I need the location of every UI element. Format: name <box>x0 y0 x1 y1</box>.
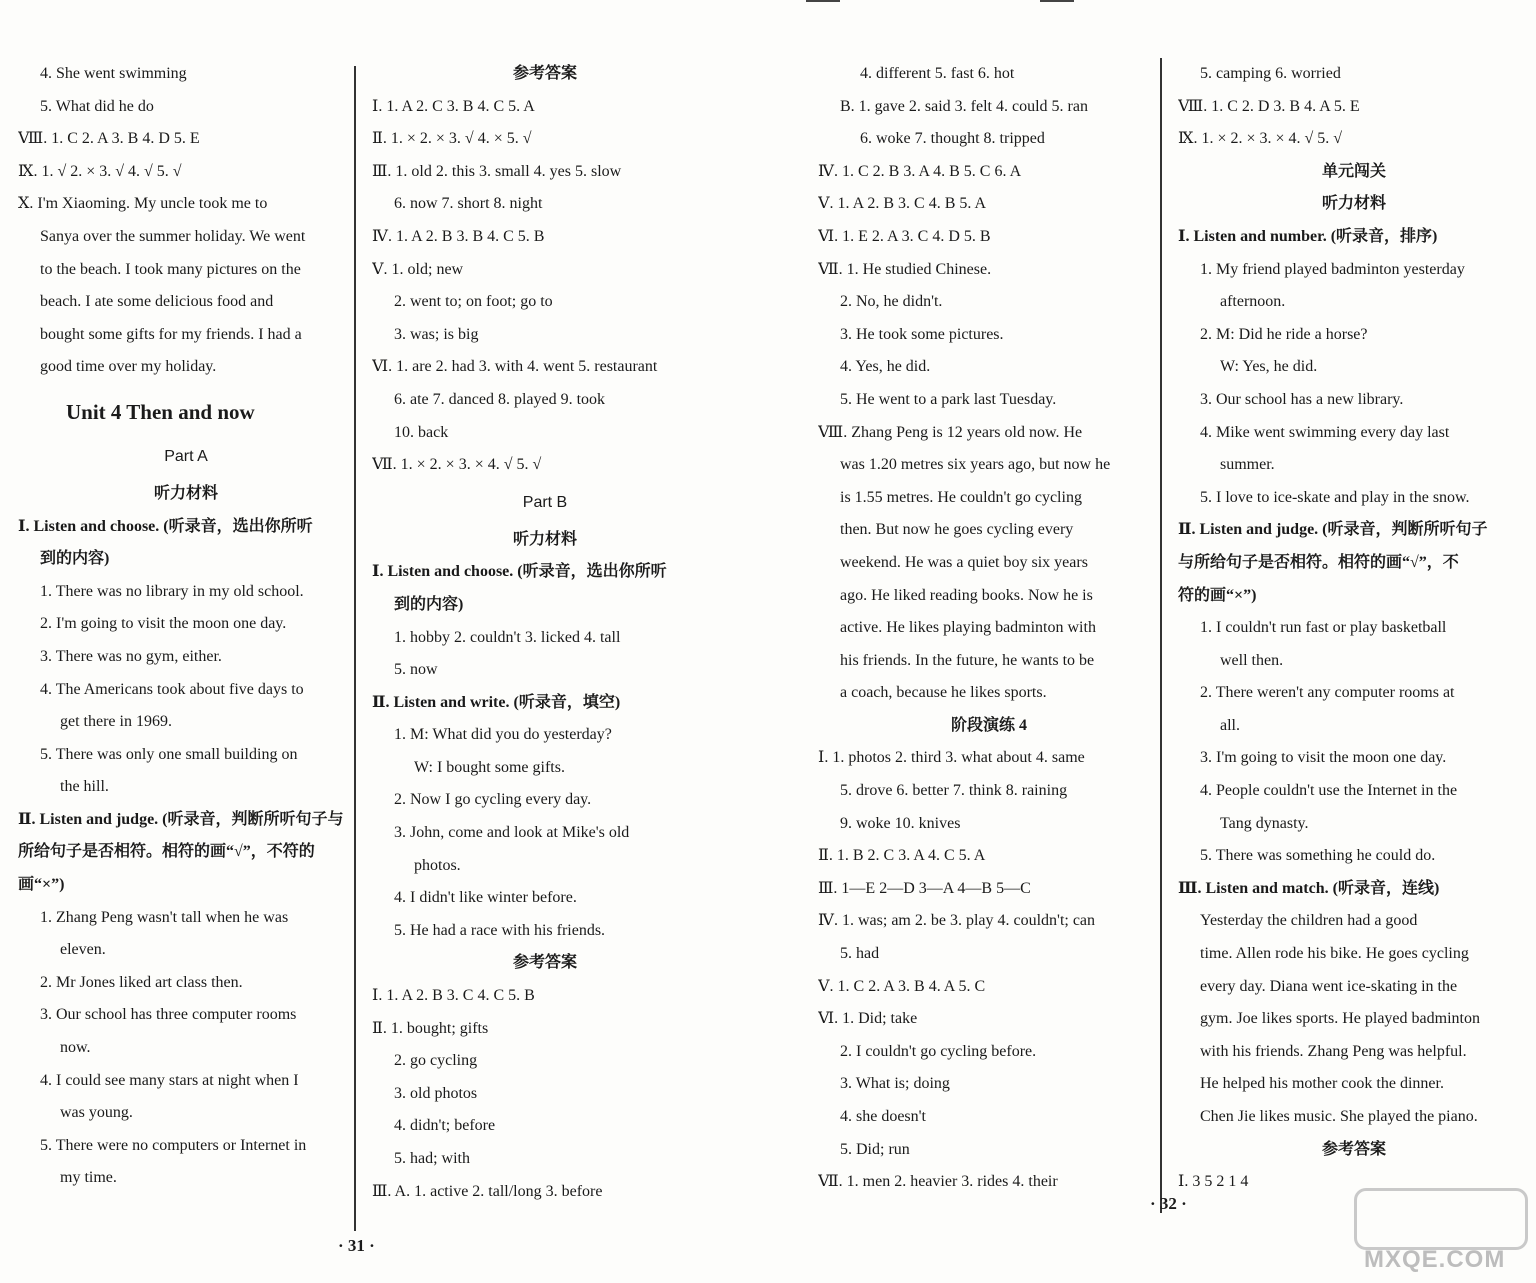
text-line: Part A <box>164 447 208 465</box>
text-line: 6. now 7. short 8. night <box>394 195 543 213</box>
text-line: Ⅸ. 1. √ 2. × 3. √ 4. √ 5. √ <box>18 162 182 180</box>
top-margin-mark-left <box>806 0 840 2</box>
text-line: He helped his mother cook the dinner. <box>1200 1075 1444 1093</box>
text-line: 5. There was only one small building on <box>40 745 298 763</box>
text-line: Ⅱ. Listen and write. (听录音，填空) <box>372 693 621 711</box>
text-line: Ⅰ. Listen and choose. (听录音，选出你所听 <box>372 563 667 581</box>
text-line: 3. He took some pictures. <box>840 325 1004 343</box>
text-line: 1. There was no library in my old school. <box>40 582 304 600</box>
text-line: Ⅵ. 1. E 2. A 3. C 4. D 5. B <box>818 227 991 245</box>
text-line: Ⅱ. Listen and judge. (听录音，判断所听句子 <box>1178 521 1488 539</box>
text-line: 6. woke 7. thought 8. tripped <box>860 130 1045 148</box>
text-line: 6. ate 7. danced 8. played 9. took <box>394 390 606 408</box>
text-line: Ⅰ. 3 5 2 1 4 <box>1178 1173 1249 1191</box>
text-line: 4. The Americans took about five days to <box>40 680 304 698</box>
text-line: 4. she doesn't <box>840 1108 926 1125</box>
text-line: Ⅰ. Listen and choose. (听录音，选出你所听 <box>18 517 313 535</box>
text-line: the hill. <box>60 778 109 796</box>
text-line: 3. Our school has three computer rooms <box>40 1006 297 1024</box>
text-line: 5. now <box>394 661 438 679</box>
text-line: Ⅶ. 1. × 2. × 3. × 4. √ 5. √ <box>372 456 542 474</box>
text-line: time. Allen rode his bike. He goes cycling <box>1200 945 1469 963</box>
text-line: 阶段演练 4 <box>950 716 1027 734</box>
text-line: Unit 4 Then and now <box>66 399 255 424</box>
text-line: my time. <box>60 1169 117 1187</box>
text-line: get there in 1969. <box>60 713 172 731</box>
text-line: 听力材料 <box>153 484 218 502</box>
text-line: 10. back <box>394 423 449 441</box>
text-line: 听力材料 <box>1321 195 1386 213</box>
text-line: then. But now he goes cycling every <box>840 521 1074 539</box>
text-line: Tang dynasty. <box>1220 814 1309 832</box>
text-line: Ⅶ. 1. He studied Chinese. <box>818 260 992 278</box>
text-line: 单元闯关 <box>1321 162 1386 180</box>
text-line: 9. woke 10. knives <box>840 814 961 832</box>
text-line: every day. Diana went ice-skating in the <box>1200 977 1458 995</box>
text-line: Ⅷ. 1. C 2. A 3. B 4. D 5. E <box>18 130 200 148</box>
text-line: Ⅲ. 1. old 2. this 3. small 4. yes 5. slow <box>372 162 622 180</box>
text-line: 参考答案 <box>512 65 577 82</box>
text-line: 2. No, he didn't. <box>840 293 943 311</box>
text-line: 2. Mr Jones liked art class then. <box>40 973 243 991</box>
text-line: Chen Jie likes music. She played the piano. <box>1200 1108 1478 1125</box>
text-line: photos. <box>414 856 461 874</box>
text-line: W: I bought some gifts. <box>414 758 565 776</box>
text-line: Ⅳ. 1. A 2. B 3. B 4. C 5. B <box>372 227 545 245</box>
text-line: 到的内容) <box>394 595 464 613</box>
text-line: 2. M: Did he ride a horse? <box>1200 325 1368 343</box>
text-line: 3. There was no gym, either. <box>40 647 222 665</box>
text-line: bought some gifts for my friends. I had a <box>40 325 302 343</box>
left-page-divider <box>354 66 356 1231</box>
watermark-text: MXQE.COM <box>1364 1246 1506 1273</box>
text-line: 5. had <box>840 945 880 963</box>
left-page-column-1 <box>18 58 354 1195</box>
text-line: all. <box>1220 716 1240 734</box>
text-line: 5. He went to a park last Tuesday. <box>840 390 1057 408</box>
text-line: 5. There were no computers or Internet in <box>40 1136 307 1154</box>
left-page-column-2 <box>372 58 718 1208</box>
text-line: 5. He had a race with his friends. <box>394 921 606 939</box>
text-line: Ⅸ. 1. × 2. × 3. × 4. √ 5. √ <box>1178 130 1343 148</box>
text-line: Sanya over the summer holiday. We went <box>40 227 306 245</box>
text-line: Yesterday the children had a good <box>1200 912 1418 930</box>
text-line: Ⅹ. I'm Xiaoming. My uncle took me to <box>18 195 268 213</box>
text-line: 1. M: What did you do yesterday? <box>394 726 612 744</box>
text-line: afternoon. <box>1220 293 1286 311</box>
text-line: 2. went to; on foot; go to <box>394 293 553 311</box>
watermark-stamp-icon <box>1354 1188 1528 1250</box>
text-line: his friends. In the future, he wants to be <box>840 651 1095 669</box>
text-line: 5. camping 6. worried <box>1200 65 1341 82</box>
text-line: 2. I'm going to visit the moon one day. <box>40 615 287 633</box>
right-page-divider <box>1160 58 1162 1213</box>
text-line: Part B <box>522 493 568 511</box>
text-line: 4. People couldn't use the Internet in the <box>1200 782 1458 800</box>
text-line: Ⅰ. Listen and number. (听录音，排序) <box>1178 227 1438 245</box>
top-margin-mark-right <box>1040 0 1074 2</box>
page-number-right: · 32 · <box>1150 1194 1187 1213</box>
page-number-left: · 31 · <box>338 1236 375 1255</box>
text-line: 4. Yes, he did. <box>840 358 931 376</box>
text-line: 4. I could see many stars at night when I <box>40 1071 299 1089</box>
right-page-column-1 <box>818 58 1160 1199</box>
text-line: 2. go cycling <box>394 1052 478 1070</box>
text-line: 4. different 5. fast 6. hot <box>860 65 1015 82</box>
text-line: was young. <box>60 1104 133 1122</box>
text-line: Ⅰ. 1. photos 2. third 3. what about 4. same <box>818 749 1085 767</box>
text-line: summer. <box>1220 456 1275 474</box>
text-line: 2. Now I go cycling every day. <box>394 791 592 809</box>
text-line: Ⅴ. 1. C 2. A 3. B 4. A 5. C <box>818 977 986 995</box>
text-line: 4. didn't; before <box>394 1117 496 1135</box>
text-line: Ⅲ. Listen and match. (听录音，连线) <box>1178 879 1440 897</box>
text-line: 符的画“×”) <box>1178 586 1257 604</box>
text-line: 3. What is; doing <box>840 1075 950 1093</box>
text-line: good time over my holiday. <box>40 358 217 376</box>
text-line: with his friends. Zhang Peng was helpful. <box>1200 1042 1467 1060</box>
text-line: Ⅱ. 1. bought; gifts <box>372 1019 489 1037</box>
right-page-column-2 <box>1178 58 1530 1199</box>
text-line: 参考答案 <box>1321 1140 1386 1158</box>
text-line: Ⅰ. 1. A 2. C 3. B 4. C 5. A <box>372 97 535 115</box>
text-line: to the beach. I took many pictures on the <box>40 260 301 278</box>
text-line: 1. Zhang Peng wasn't tall when he was <box>40 908 289 926</box>
text-line: 5. There was something he could do. <box>1200 847 1436 865</box>
text-line: 4. She went swimming <box>40 65 187 82</box>
text-line: Ⅵ. 1. are 2. had 3. with 4. went 5. restaurant <box>372 358 658 376</box>
text-line: 到的内容) <box>40 550 110 568</box>
text-line: 3. I'm going to visit the moon one day. <box>1200 749 1447 767</box>
text-line: Ⅳ. 1. was; am 2. be 3. play 4. couldn't; can <box>818 912 1096 930</box>
text-line: Ⅷ. Zhang Peng is 12 years old now. He <box>818 423 1083 441</box>
text-line: 3. John, come and look at Mike's old <box>394 824 630 842</box>
text-line: 5. had; with <box>394 1150 470 1167</box>
text-line: Ⅱ. 1. B 2. C 3. A 4. C 5. A <box>818 847 986 865</box>
text-line: Ⅳ. 1. C 2. B 3. A 4. B 5. C 6. A <box>818 162 1022 180</box>
text-line: Ⅱ. Listen and judge. (听录音，判断所听句子与 <box>18 810 344 828</box>
text-line: 3. was; is big <box>394 325 479 343</box>
text-line: weekend. He was a quiet boy six years <box>840 553 1088 571</box>
text-line: gym. Joe likes sports. He played badminton <box>1200 1010 1480 1028</box>
text-line: Ⅷ. 1. C 2. D 3. B 4. A 5. E <box>1178 97 1360 115</box>
text-line: Ⅵ. 1. Did; take <box>818 1010 918 1028</box>
text-line: 3. old photos <box>394 1084 478 1102</box>
text-line: B. 1. gave 2. said 3. felt 4. could 5. ran <box>840 97 1088 115</box>
text-line: 4. Mike went swimming every day last <box>1200 423 1450 441</box>
text-line: was 1.20 metres six years ago, but now he <box>840 456 1111 474</box>
text-line: 所给句子是否相符。相符的画“√”，不符的 <box>18 843 315 861</box>
text-line: Ⅶ. 1. men 2. heavier 3. rides 4. their <box>818 1173 1058 1191</box>
text-line: 5. drove 6. better 7. think 8. raining <box>840 782 1068 800</box>
text-line: Ⅲ. A. 1. active 2. tall/long 3. before <box>372 1182 603 1200</box>
text-line: W: Yes, he did. <box>1220 358 1318 376</box>
text-line: 3. Our school has a new library. <box>1200 390 1404 408</box>
text-line: Ⅴ. 1. old; new <box>372 260 464 278</box>
text-line: active. He likes playing badminton with <box>840 619 1096 637</box>
text-line: 2. There weren't any computer rooms at <box>1200 684 1455 702</box>
text-line: 4. I didn't like winter before. <box>394 889 577 907</box>
text-line: 参考答案 <box>512 954 577 972</box>
text-line: 5. I love to ice-skate and play in the snow. <box>1200 488 1470 506</box>
text-line: Ⅲ. 1—E 2—D 3—A 4—B 5—C <box>818 879 1031 897</box>
text-line: well then. <box>1220 651 1284 669</box>
text-line: a coach, because he likes sports. <box>840 684 1047 702</box>
text-line: 5. What did he do <box>40 97 154 115</box>
text-line: Ⅱ. 1. × 2. × 3. √ 4. × 5. √ <box>372 130 532 148</box>
text-line: ago. He liked reading books. Now he is <box>840 586 1093 604</box>
text-line: 1. My friend played badminton yesterday <box>1200 260 1465 278</box>
text-line: beach. I ate some delicious food and <box>40 293 274 311</box>
text-line: 2. I couldn't go cycling before. <box>840 1042 1037 1060</box>
text-line: 1. I couldn't run fast or play basketball <box>1200 619 1447 637</box>
text-line: 与所给句子是否相符。相符的画“√”，不 <box>1178 553 1459 571</box>
text-line: 5. Did; run <box>840 1140 910 1158</box>
text-line: 画“×”) <box>18 876 65 894</box>
text-line: 1. hobby 2. couldn't 3. licked 4. tall <box>394 628 621 646</box>
text-line: eleven. <box>60 941 106 959</box>
text-line: Ⅴ. 1. A 2. B 3. C 4. B 5. A <box>818 195 987 213</box>
text-line: 听力材料 <box>512 530 577 548</box>
site-watermark <box>1350 1184 1530 1279</box>
text-line: Ⅰ. 1. A 2. B 3. C 4. C 5. B <box>372 987 535 1005</box>
text-line: is 1.55 metres. He couldn't go cycling <box>840 488 1082 506</box>
text-line: now. <box>60 1039 91 1057</box>
